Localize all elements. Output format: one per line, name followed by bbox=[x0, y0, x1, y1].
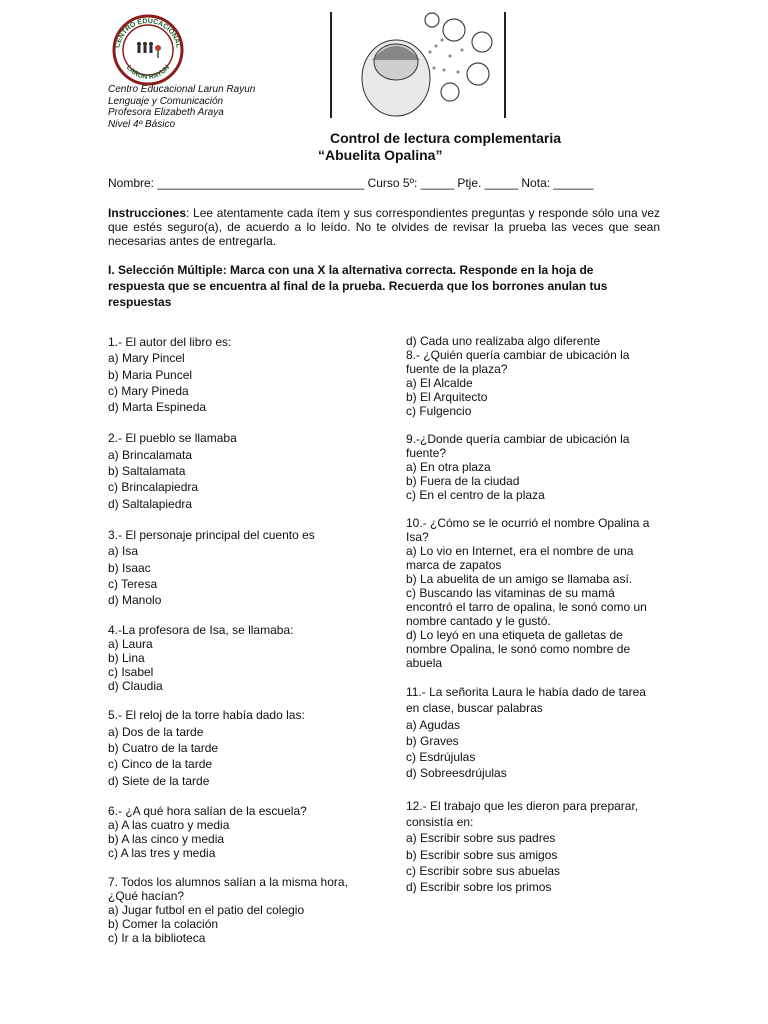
level-name: Nivel 4º Básico bbox=[108, 118, 176, 130]
question-block bbox=[406, 798, 664, 896]
question-line: c) Buscando las vitaminas de su mamá bbox=[406, 586, 615, 600]
question-line: fuente? bbox=[406, 446, 447, 460]
question-block bbox=[406, 684, 664, 782]
left-question-column bbox=[108, 334, 370, 945]
question-line: Isa? bbox=[406, 530, 429, 544]
course-info bbox=[108, 84, 255, 130]
question-text: 2.- El pueblo se llamaba bbox=[108, 431, 237, 446]
section-title: I. Selección Múltiple: Marca con una X la alternativa correcta. Responde en la hoja de respuesta que se encuentra al final de la prueba. Recuerda que los borrones anulan tus respuestas bbox=[108, 263, 608, 309]
question-line: b) Cuatro de la tarde bbox=[108, 741, 219, 756]
question-block bbox=[108, 804, 370, 860]
question-line: 8.- ¿Quién quería cambiar de ubicación la bbox=[406, 348, 630, 362]
question-line: a) Agudas bbox=[406, 717, 461, 732]
question-block bbox=[108, 334, 370, 415]
question-text: 5.- El reloj de la torre había dado las: bbox=[108, 708, 305, 723]
question-text: d) Cada uno realizaba algo diferente bbox=[406, 334, 601, 348]
question-line: d) Escribir sobre los primos bbox=[406, 880, 552, 895]
question-line: a) Lo vio en Internet, era el nombre de una bbox=[406, 544, 634, 558]
question-line: a) Brincalamata bbox=[108, 447, 193, 462]
question-line: c) Brincalapiedra bbox=[108, 480, 199, 495]
question-line: b) La abuelita de un amigo se llamaba así. bbox=[406, 572, 633, 586]
question-line: a) Laura bbox=[108, 637, 153, 652]
question-line: c) En el centro de la plaza bbox=[406, 488, 545, 502]
question-text: 10.- ¿Cómo se le ocurrió el nombre Opalina a bbox=[406, 516, 650, 530]
question-block bbox=[108, 527, 370, 608]
question-line: c) Escribir sobre sus abuelas bbox=[406, 863, 561, 878]
question-line: d) Manolo bbox=[108, 593, 162, 608]
question-line: b) Fuera de la ciudad bbox=[406, 474, 520, 488]
question-text: 7. Todos los alumnos salían a la misma hora, bbox=[108, 874, 348, 889]
question-line: a) Isa bbox=[108, 544, 139, 559]
question-line: c) Esdrújulas bbox=[406, 750, 476, 765]
question-line: d) Marta Espineda bbox=[108, 400, 207, 415]
question-line: b) A las cinco y media bbox=[108, 831, 225, 846]
question-block bbox=[108, 707, 370, 788]
question-line: c) Mary Pineda bbox=[108, 383, 189, 398]
instructions-text: : Lee atentamente cada ítem y sus correspondientes preguntas y responde sólo una vez que estés seguro(a), de acuerdo a lo leído. No te olvides de revisar la prueba las veces que sean necesarias antes de entregarla. bbox=[108, 206, 660, 248]
question-line: b) Isaac bbox=[108, 560, 151, 575]
question-text: 6.- ¿A qué hora salían de la escuela? bbox=[108, 803, 307, 818]
question-text: 1.- El autor del libro es: bbox=[108, 335, 232, 349]
question-line: d) Saltalapiedra bbox=[108, 496, 193, 511]
question-line: c) Teresa bbox=[108, 576, 158, 591]
question-line: a) El Alcalde bbox=[406, 376, 473, 390]
question-line: a) Mary Pincel bbox=[108, 351, 185, 366]
question-line: a) En otra plaza bbox=[406, 460, 491, 474]
question-line: ¿Qué hacían? bbox=[108, 888, 185, 903]
question-line: c) Ir a la biblioteca bbox=[108, 930, 206, 945]
right-question-column bbox=[406, 334, 664, 896]
question-block bbox=[406, 516, 664, 670]
question-line: fuente de la plaza? bbox=[406, 362, 508, 376]
question-line: b) Comer la colación bbox=[108, 916, 219, 931]
question-line: a) A las cuatro y media bbox=[108, 817, 230, 832]
question-line: marca de zapatos bbox=[406, 558, 502, 572]
question-line: b) Saltalamata bbox=[108, 464, 186, 479]
question-text: 9.-¿Donde quería cambiar de ubicación la bbox=[406, 432, 630, 446]
instructions-label: Instrucciones bbox=[108, 206, 187, 220]
page-title: Control de lectura complementaria bbox=[330, 130, 562, 146]
question-line: d) Lo leyó en una etiqueta de galletas de bbox=[406, 628, 623, 642]
question-line: abuela bbox=[406, 656, 443, 670]
book-illustration bbox=[330, 12, 506, 118]
question-block bbox=[406, 334, 664, 418]
question-block bbox=[406, 432, 664, 502]
question-block bbox=[108, 875, 370, 945]
question-line: a) Dos de la tarde bbox=[108, 724, 204, 739]
question-line: encontró el tarro de opalina, le sonó como un bbox=[406, 600, 647, 614]
question-line: d) Sobreesdrújulas bbox=[406, 766, 507, 781]
question-line: b) Graves bbox=[406, 733, 459, 748]
question-line: b) El Arquitecto bbox=[406, 390, 488, 404]
question-line: nombre cantado y le gustó. bbox=[406, 614, 551, 628]
question-text: 12.- El trabajo que les dieron para preparar, bbox=[406, 798, 639, 813]
question-line: a) Jugar futbol en el patio del colegio bbox=[108, 902, 305, 917]
question-line: a) Escribir sobre sus padres bbox=[406, 831, 556, 846]
question-line: consistía en: bbox=[406, 815, 474, 830]
school-name: Centro Educacional Larun Rayun bbox=[108, 84, 256, 95]
book-title: “Abuelita Opalina” bbox=[318, 147, 443, 163]
question-line: d) Siete de la tarde bbox=[108, 773, 210, 788]
subject-name: Lenguaje y Comunicación bbox=[108, 95, 224, 107]
logo-bottom-text: LARUN RAYUN bbox=[124, 64, 172, 81]
question-block bbox=[108, 430, 370, 511]
question-text: 3.- El personaje principal del cuento es bbox=[108, 527, 315, 542]
question-line: d) Claudia bbox=[108, 679, 163, 694]
instructions-paragraph bbox=[108, 206, 660, 248]
question-line: en clase, buscar palabras bbox=[406, 701, 543, 716]
question-line: b) Lina bbox=[108, 651, 145, 666]
teacher-name: Profesora Elizabeth Araya bbox=[108, 107, 224, 118]
question-line: b) Maria Puncel bbox=[108, 367, 193, 382]
question-text: 4.-La profesora de Isa, se llamaba: bbox=[108, 623, 294, 638]
question-text: 11.- La señorita Laura le había dado de tarea bbox=[406, 685, 646, 699]
question-line: c) A las tres y media bbox=[108, 845, 216, 860]
question-line: c) Isabel bbox=[108, 665, 154, 680]
question-block bbox=[108, 623, 370, 693]
question-line: c) Cinco de la tarde bbox=[108, 757, 213, 772]
school-logo bbox=[107, 14, 189, 86]
logo-top-text: CENTRO EDUCACIONAL bbox=[114, 17, 182, 49]
question-line: nombre Opalina, le sonó como nombre de bbox=[406, 642, 631, 656]
question-line: c) Fulgencio bbox=[406, 404, 472, 418]
question-line: b) Escribir sobre sus amigos bbox=[406, 847, 558, 862]
student-form-line: Nombre: _______________________________ Curso 5º: _____ Ptje. _____ Nota: ______ bbox=[108, 176, 594, 190]
